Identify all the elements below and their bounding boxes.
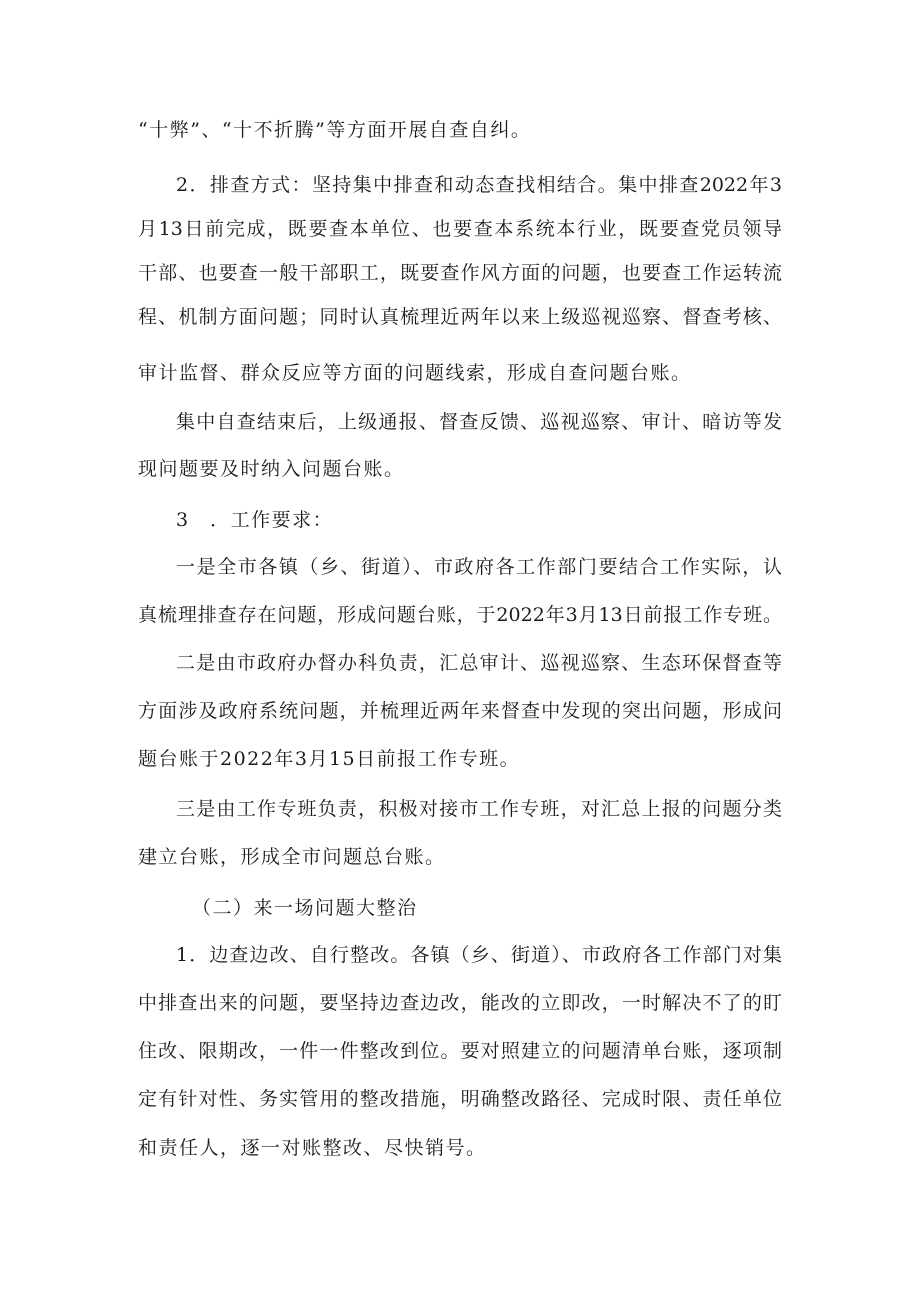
text-line: 月13日前完成，既要查本单位、也要查本系统本行业，既要查党员领导 [138,218,782,240]
section-heading: 3 ．工作要求： [176,509,334,531]
text-line: 2．排查方式：坚持集中排查和动态查找相结合。集中排查2022年3 [176,174,782,196]
text-line: 二是由市政府办督办科负责，汇总审计、巡视巡察、生态环保督查等 [176,652,782,674]
text-line: 住改、限期改，一件一件整改到位。要对照建立的问题清单台账，逐项制 [138,1040,782,1062]
text-line: 一是全市各镇（乡、街道）、市政府各工作部门要结合工作实际，认 [176,556,782,578]
text-line: 现问题要及时纳入问题台账。 [138,458,405,480]
text-line: 题台账于2022年3月15日前报工作专班。 [138,748,521,770]
text-line: 1．边查边改、自行整改。各镇（乡、街道）、市政府各工作部门对集 [176,944,782,966]
text-line: 真梳理排查存在问题，形成问题台账，于2022年3月13日前报工作专班。 [138,604,782,626]
text-line: 程、机制方面问题；同时认真梳理近两年以来上级巡视巡察、督查考核、 [138,306,782,328]
text-line: 建立台账，形成全市问题总台账。 [138,846,446,868]
text-line: 中排查出来的问题，要坚持边查边改，能改的立即改，一时解决不了的盯 [138,992,782,1014]
text-line: “十弊”、“十不折腾”等方面开展自查自纠。 [138,119,532,141]
text-line: 定有针对性、务实管用的整改措施，明确整改路径、完成时限、责任单位 [138,1088,782,1110]
text-line: 方面涉及政府系统问题，并梳理近两年来督查中发现的突出问题，形成问 [138,700,782,722]
section-heading: （二）来一场问题大整治 [192,897,418,919]
text-line: 干部、也要查一般干部职工，既要查作风方面的问题，也要查工作运转流 [138,262,782,284]
text-line: 三是由工作专班负责，积极对接市工作专班，对汇总上报的问题分类 [176,798,782,820]
text-line: 和责任人，逐一对账整改、尽快销号。 [138,1137,487,1159]
text-line: 审计监督、群众反应等方面的问题线索，形成自查问题台账。 [138,362,692,384]
text-line: 集中自查结束后，上级通报、督查反馈、巡视巡察、审计、暗访等发 [176,411,782,433]
